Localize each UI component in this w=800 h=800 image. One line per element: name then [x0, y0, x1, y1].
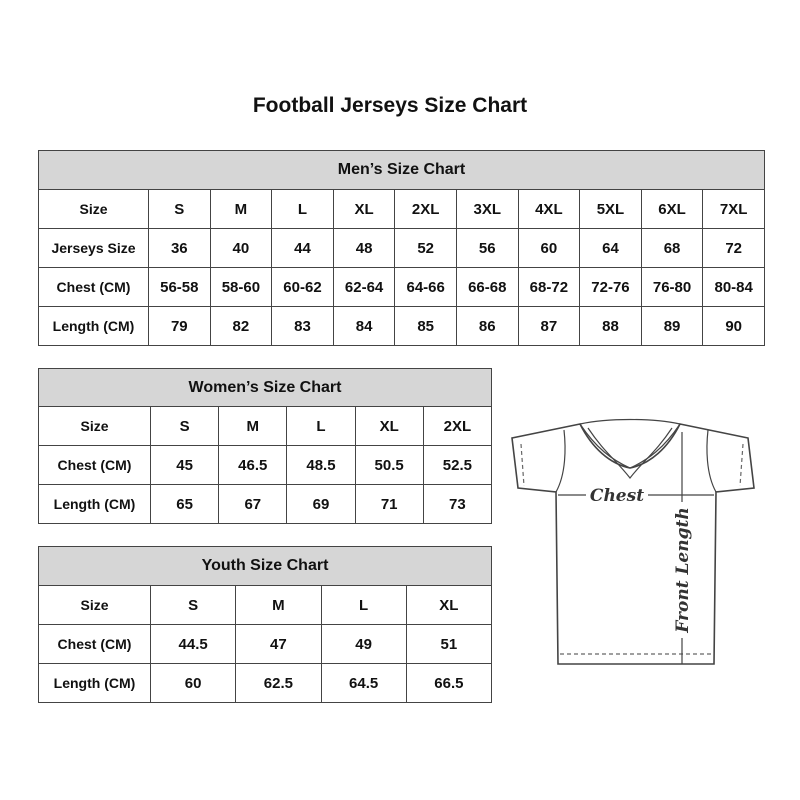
row-label: Length (CM): [39, 485, 151, 524]
table-cell: 90: [703, 307, 765, 346]
table-cell: L: [272, 190, 334, 229]
table-cell: 69: [287, 485, 355, 524]
table-cell: 7XL: [703, 190, 765, 229]
table-cell: 89: [641, 307, 703, 346]
table-cell: M: [210, 190, 272, 229]
table-row: [39, 307, 765, 346]
table-cell: 84: [333, 307, 395, 346]
table-cell: 80-84: [703, 268, 765, 307]
table-cell: M: [236, 586, 321, 625]
table-cell: 72: [703, 229, 765, 268]
table-cell: 64-66: [395, 268, 457, 307]
table-cell: 58-60: [210, 268, 272, 307]
mens-size-table: [38, 150, 765, 346]
table-row: [39, 625, 492, 664]
table-cell: 83: [272, 307, 334, 346]
table-cell: 82: [210, 307, 272, 346]
table-row: [39, 190, 765, 229]
table-cell: S: [151, 586, 236, 625]
table-row: [39, 446, 492, 485]
table-cell: 71: [355, 485, 423, 524]
table-cell: 60-62: [272, 268, 334, 307]
table-cell: 60: [518, 229, 580, 268]
table-cell: 2XL: [395, 190, 457, 229]
table-cell: 36: [149, 229, 211, 268]
row-label: Length (CM): [39, 307, 149, 346]
table-cell: 48.5: [287, 446, 355, 485]
table-cell: 45: [151, 446, 219, 485]
table-cell: 52: [395, 229, 457, 268]
table-cell: 64.5: [321, 664, 406, 703]
table-cell: 6XL: [641, 190, 703, 229]
table-cell: 62.5: [236, 664, 321, 703]
table-cell: 86: [456, 307, 518, 346]
page-title: Football Jerseys Size Chart: [252, 94, 528, 117]
mens-size-body: [39, 190, 765, 346]
table-cell: XL: [406, 586, 491, 625]
table-cell: 4XL: [518, 190, 580, 229]
table-cell: 65: [151, 485, 219, 524]
row-label: Length (CM): [39, 664, 151, 703]
table-cell: 48: [333, 229, 395, 268]
table-cell: 76-80: [641, 268, 703, 307]
table-cell: 44.5: [151, 625, 236, 664]
table-cell: 52.5: [423, 446, 491, 485]
table-cell: XL: [355, 407, 423, 446]
table-cell: 62-64: [333, 268, 395, 307]
womens-size-body: [39, 407, 492, 524]
youth-size-caption: Youth Size Chart: [39, 547, 492, 586]
table-row: [39, 268, 765, 307]
womens-size-table: [38, 368, 492, 524]
table-cell: 68-72: [518, 268, 580, 307]
table-cell: 88: [580, 307, 642, 346]
table-row: [39, 586, 492, 625]
chest-label: Chest: [589, 486, 645, 506]
womens-size-caption: Women’s Size Chart: [39, 369, 492, 407]
row-label: Size: [39, 407, 151, 446]
table-cell: 67: [219, 485, 287, 524]
table-cell: 73: [423, 485, 491, 524]
table-cell: M: [219, 407, 287, 446]
table-cell: XL: [333, 190, 395, 229]
table-cell: 66-68: [456, 268, 518, 307]
youth-size-table: [38, 546, 492, 703]
row-label: Size: [39, 586, 151, 625]
table-cell: 47: [236, 625, 321, 664]
table-cell: L: [321, 586, 406, 625]
youth-size-body: [39, 586, 492, 703]
table-cell: S: [149, 190, 211, 229]
table-cell: 68: [641, 229, 703, 268]
row-label: Size: [39, 190, 149, 229]
row-label: Jerseys Size: [39, 229, 149, 268]
collar-back: [580, 420, 680, 425]
row-label: Chest (CM): [39, 446, 151, 485]
table-cell: 49: [321, 625, 406, 664]
table-cell: 66.5: [406, 664, 491, 703]
table-cell: 46.5: [219, 446, 287, 485]
table-cell: S: [151, 407, 219, 446]
front-length-label: Front Length: [673, 507, 693, 633]
table-cell: 60: [151, 664, 236, 703]
table-cell: L: [287, 407, 355, 446]
row-label: Chest (CM): [39, 625, 151, 664]
table-cell: 51: [406, 625, 491, 664]
table-cell: 87: [518, 307, 580, 346]
table-cell: 85: [395, 307, 457, 346]
table-cell: 64: [580, 229, 642, 268]
table-row: [39, 407, 492, 446]
table-cell: 79: [149, 307, 211, 346]
table-cell: 44: [272, 229, 334, 268]
tshirt-outline: [512, 424, 754, 664]
table-cell: 2XL: [423, 407, 491, 446]
table-row: [39, 485, 492, 524]
table-cell: 56-58: [149, 268, 211, 307]
table-cell: 40: [210, 229, 272, 268]
row-label: Chest (CM): [39, 268, 149, 307]
table-row: [39, 229, 765, 268]
table-cell: 72-76: [580, 268, 642, 307]
table-cell: 56: [456, 229, 518, 268]
table-cell: 3XL: [456, 190, 518, 229]
table-cell: 50.5: [355, 446, 423, 485]
tshirt-icon: [508, 418, 766, 670]
table-row: [39, 664, 492, 703]
mens-size-caption: Men’s Size Chart: [39, 151, 765, 190]
table-cell: 5XL: [580, 190, 642, 229]
